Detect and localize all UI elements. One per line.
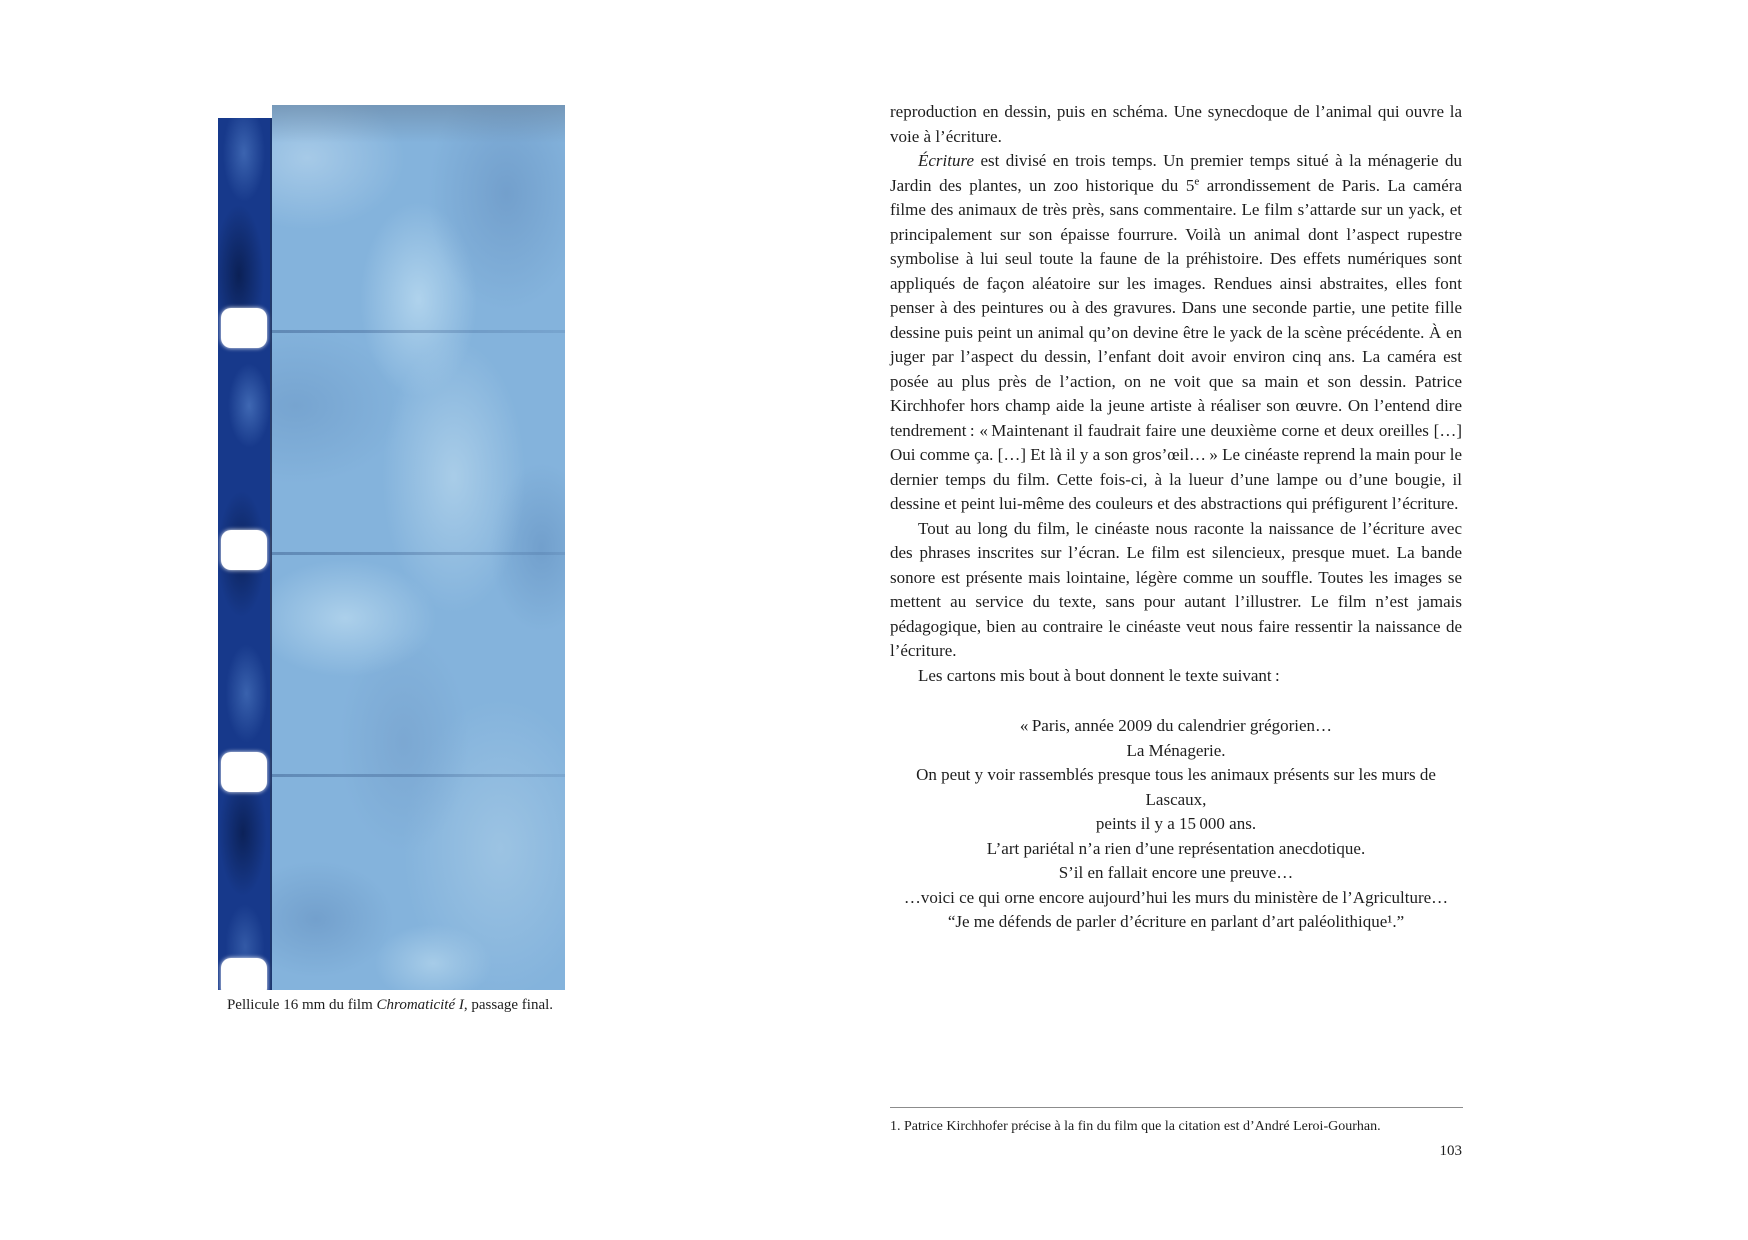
- film-frame-divider: [272, 774, 565, 777]
- film-intertitles-block: [890, 714, 1462, 935]
- ordinal-superscript: e: [1194, 174, 1200, 187]
- intertitle-line: La Ménagerie.: [1126, 740, 1226, 760]
- body-paragraph: Tout au long du film, le cinéaste nous raconte la naissance de l’écriture avec des phrases inscrites sur l’écran. Le film est silencieux, presque muet. La bande sonore est présente mais lointaine, légère comme un souffle. Toutes les images se mettent au service du texte, sans pour autant l’illustrer. Le film n’est jamais pédagogique, bien au contraire le cinéaste veut nous faire ressentir la naissance de l’écriture.: [890, 518, 1462, 660]
- caption-film-title: Chromaticité I: [376, 997, 464, 1013]
- film-frames-area: [272, 105, 565, 990]
- caption-prefix: Pellicule 16 mm du film: [226, 997, 377, 1013]
- intertitle-line: L’art pariétal n’a rien d’une représentation anecdotique.: [986, 838, 1366, 858]
- body-paragraph: [890, 149, 1462, 517]
- intertitle-line: S’il en fallait encore une preuve…: [1058, 863, 1294, 882]
- paragraph-text: est divisé en trois temps. Un premier temps situé à la ménagerie du Jardin des plantes, un zoo historique du 5: [890, 151, 1462, 195]
- intertitle-line: “Je me défends de parler d’écriture en parlant d’art paléolithique¹.”: [947, 912, 1405, 931]
- footnote: 1. Patrice Kirchhofer précise à la fin du film que la citation est d’André Leroi-Gourhan.: [890, 1119, 1381, 1134]
- footnote-divider: [890, 1107, 1463, 1108]
- body-paragraph: reproduction en dessin, puis en schéma. Une synecdoque de l’animal qui ouvre la voie à l’écriture.: [890, 102, 1462, 146]
- body-paragraph: Les cartons mis bout à bout donnent le texte suivant :: [918, 665, 1280, 685]
- intertitle-line: « Paris, année 2009 du calendrier grégorien…: [1019, 716, 1333, 735]
- figure-caption: [160, 996, 620, 1015]
- intertitle-line: On peut y voir rassemblés presque tous les animaux présents sur les murs de Lascaux,: [916, 765, 1436, 809]
- sprocket-hole: [221, 958, 267, 990]
- caption-suffix: , passage final.: [463, 997, 554, 1013]
- sprocket-hole: [221, 308, 267, 348]
- film-sprocket-band: [218, 118, 270, 990]
- paragraph-text: arrondissement de Paris. La caméra filme des animaux de très près, sans commentaire. Le film s’attarde sur un yack, et principalement sur son épaisse fourrure. Voilà un animal dont l’aspect rupestre symbolise à lui seul toute la faune de la préhistoire. Des effets numériques sont appliqués de façon aléatoire sur les images. Rendues ainsi abstraites, elles font penser à des peintures ou à des gravures. Dans une seconde partie, une petite fille dessine puis peint un animal qu’on devine être le yack de la scène précédente. À en juger par l’aspect du dessin, l’enfant doit avoir environ cinq ans. La caméra est posée au plus près de l’action, on ne voit que sa main et son dessin. Patrice Kirchhofer hors champ aide la jeune artiste à réaliser son œuvre. On l’entend dire tendrement : « Maintenant il faudrait faire une deuxième corne et deux oreilles […] Oui comme ça. […] Et là il y a son gros’œil… » Le cinéaste reprend la main pour le dernier temps du film. Cette fois-ci, à la lueur d’une lampe ou d’une bougie, il dessine et peint lui-même des couleurs et des abstractions qui préfigurent l’écriture.: [890, 175, 1462, 513]
- film-strip-image: [218, 105, 565, 990]
- sprocket-hole: [221, 752, 267, 792]
- text-column: [890, 100, 1462, 935]
- film-frame-divider: [272, 330, 565, 333]
- film-title-ecriture: Écriture: [918, 151, 975, 170]
- film-frame-divider: [272, 552, 565, 555]
- page-number: 103: [1439, 1143, 1462, 1159]
- intertitle-line: peints il y a 15 000 ans.: [1095, 814, 1257, 833]
- sprocket-hole: [221, 530, 267, 570]
- intertitle-line: …voici ce qui orne encore aujourd’hui les murs du ministère de l’Agriculture…: [903, 887, 1449, 907]
